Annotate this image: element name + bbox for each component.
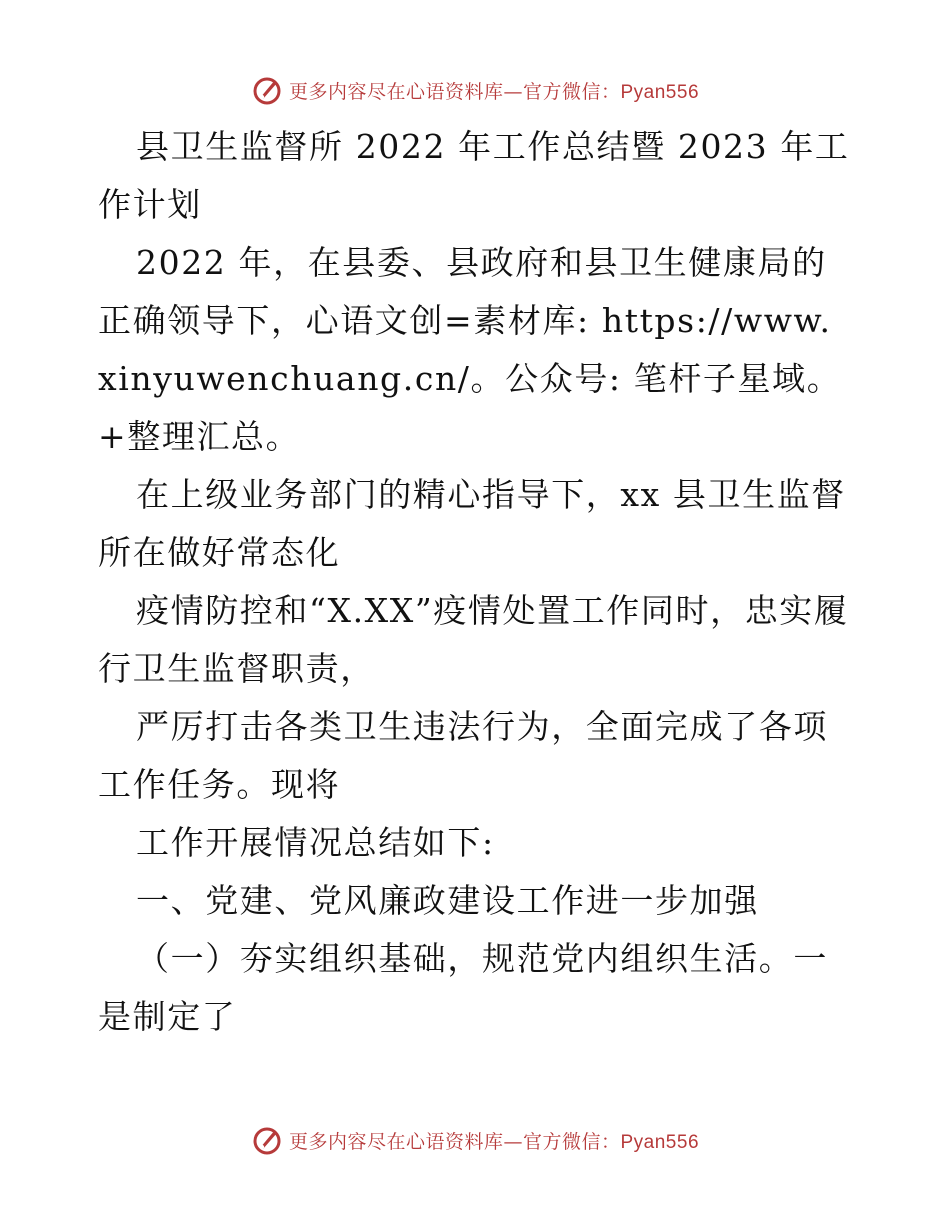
- quill-seal-icon: [251, 74, 283, 106]
- paragraph: 疫情防控和“X.XX”疫情处置工作同时，忠实履行卫生监督职责，: [98, 591, 849, 688]
- watermark-text: [289, 1127, 699, 1154]
- watermark-slogan: 更多内容尽在心语资料库: [288, 1130, 504, 1153]
- paragraph: 工作开展情况总结如下:: [136, 823, 495, 862]
- subsection-heading: （一）夯实组织基础，规范党内组织生活。一是制定了: [98, 939, 828, 1036]
- watermark-separator: —: [503, 80, 523, 103]
- watermark-separator: —: [503, 1130, 523, 1153]
- wechat-label: 官方微信：: [522, 1130, 621, 1153]
- footer-watermark-banner: [0, 1120, 950, 1160]
- paragraph: 2022 年，在县委、县政府和县卫生健康局的正确领导下，心语文创=素材库: https://www.xinyuwenchuang.cn/。公众号: 笔杆子星域。+整理汇总。: [98, 243, 842, 456]
- document-body: [98, 118, 850, 1046]
- wechat-label: 官方微信：: [522, 80, 621, 103]
- document-title: 县卫生监督所 2022 年工作总结暨 2023 年工作计划: [98, 127, 850, 224]
- watermark-slogan: 更多内容尽在心语资料库: [288, 80, 504, 103]
- paragraph: 在上级业务部门的精心指导下，xx 县卫生监督所在做好常态化: [98, 475, 846, 572]
- paragraph: 严厉打击各类卫生违法行为，全面完成了各项工作任务。现将: [98, 707, 828, 804]
- quill-seal-icon: [251, 1124, 283, 1156]
- wechat-id: Pyan556: [620, 1131, 700, 1153]
- wechat-id: Pyan556: [620, 81, 700, 103]
- header-watermark-banner: [0, 70, 950, 110]
- watermark-text: [289, 77, 699, 104]
- section-heading: 一、党建、党风廉政建设工作进一步加强: [136, 881, 759, 920]
